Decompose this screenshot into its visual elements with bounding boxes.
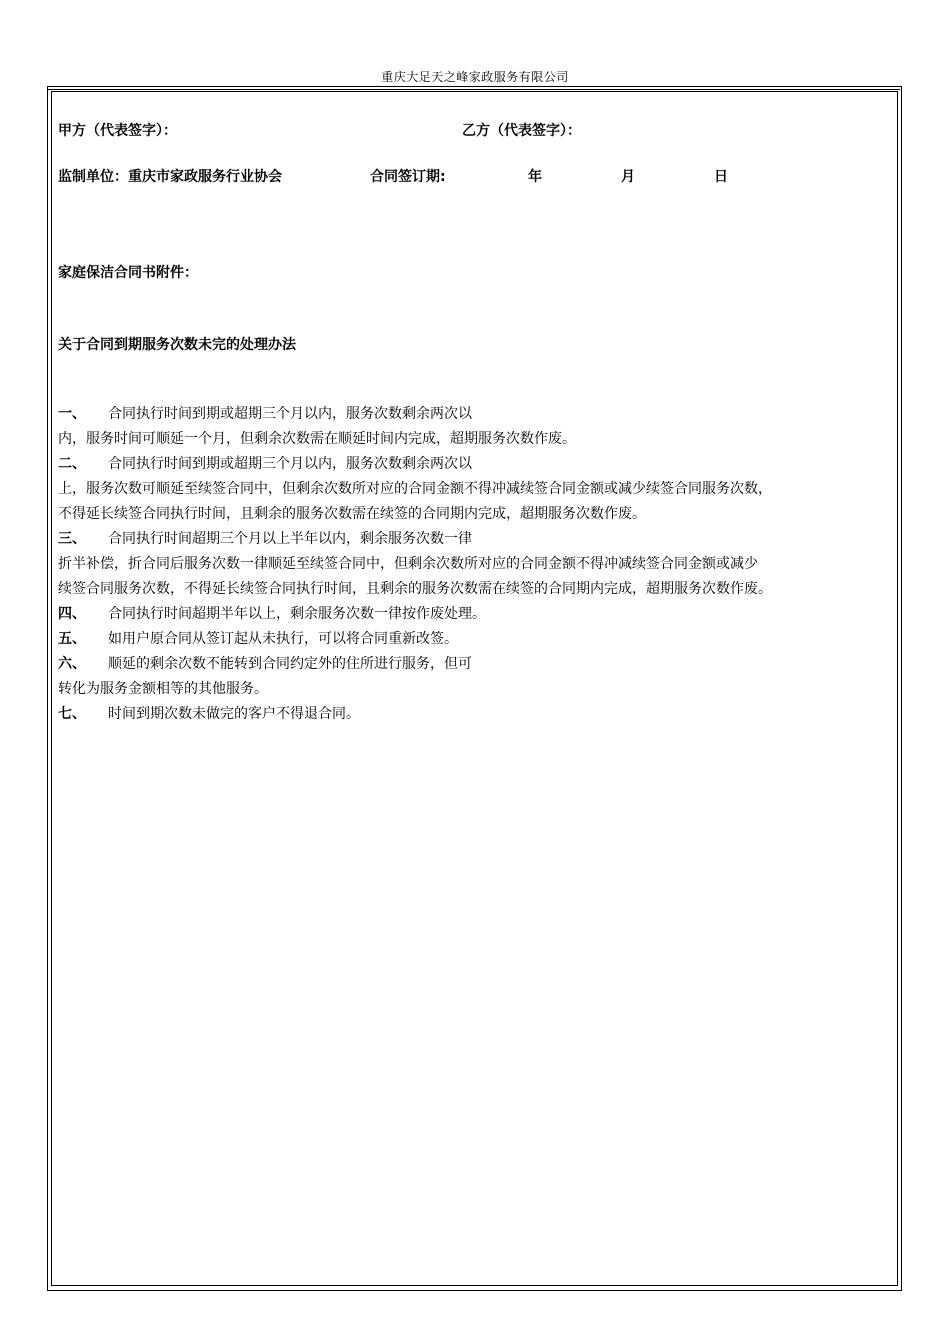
clause-1 <box>58 404 472 424</box>
clause-text: 合同执行时间超期半年以上，剩余服务次数一律按作废处理。 <box>108 606 486 622</box>
clause-number: 五、 <box>58 631 86 647</box>
clause-3-continuation: 续签合同服务次数，不得延长续签合同执行时间，且剩余的服务次数需在续签的合同期内完成，超期服务次数作废。 <box>58 581 772 597</box>
clause-number: 六、 <box>58 656 86 672</box>
date-year-label: 年 <box>528 169 542 185</box>
clause-number: 一、 <box>58 406 86 422</box>
clause-number: 三、 <box>58 531 86 547</box>
clause-text: 合同执行时间到期或超期三个月以内，服务次数剩余两次以 <box>108 406 472 422</box>
clause-1-continuation: 内，服务时间可顺延一个月，但剩余次数需在顺延时间内完成，超期服务次数作废。 <box>58 431 576 447</box>
clause-text: 时间到期次数未做完的客户不得退合同。 <box>108 706 360 722</box>
date-month-label: 月 <box>621 169 635 185</box>
sign-date-label: 合同签订期: <box>370 169 446 185</box>
clause-2 <box>58 454 472 474</box>
clause-2-continuation: 上，服务次数可顺延至续签合同中，但剩余次数所对应的合同金额不得冲减续签合同金额或减少续签合同服务次数， <box>58 481 772 497</box>
clause-number: 七、 <box>58 706 86 722</box>
attachment-subtitle: 关于合同到期服务次数未完的处理办法 <box>58 337 296 353</box>
clause-5 <box>58 629 458 649</box>
date-day-label: 日 <box>714 169 728 185</box>
clause-text: 顺延的剩余次数不能转到合同约定外的住所进行服务，但可 <box>108 656 472 672</box>
supervisor-label: 监制单位：重庆市家政服务行业协会 <box>58 169 282 185</box>
party-a-signature-label: 甲方（代表签字）： <box>58 123 177 139</box>
clause-text: 如用户原合同从签订起从未执行，可以将合同重新改签。 <box>108 631 458 647</box>
clause-7 <box>58 704 360 724</box>
clause-6 <box>58 654 472 674</box>
clause-number: 二、 <box>58 456 86 472</box>
clause-3 <box>58 529 472 549</box>
clause-text: 合同执行时间到期或超期三个月以内，服务次数剩余两次以 <box>108 456 472 472</box>
clause-2-continuation: 不得延长续签合同执行时间，且剩余的服务次数需在续签的合同期内完成，超期服务次数作废。 <box>58 506 646 522</box>
page-header: 重庆大足天之峰家政服务有限公司 <box>381 70 569 84</box>
clause-4 <box>58 604 486 624</box>
clause-3-continuation: 折半补偿，折合同后服务次数一律顺延至续签合同中，但剩余次数所对应的合同金额不得冲减续签合同金额或减少 <box>58 556 758 572</box>
clause-text: 合同执行时间超期三个月以上半年以内，剩余服务次数一律 <box>108 531 472 547</box>
clause-6-continuation: 转化为服务金额相等的其他服务。 <box>58 681 268 697</box>
attachment-title: 家庭保洁合同书附件： <box>58 265 198 281</box>
clause-number: 四、 <box>58 606 86 622</box>
party-b-signature-label: 乙方（代表签字）： <box>462 123 581 139</box>
